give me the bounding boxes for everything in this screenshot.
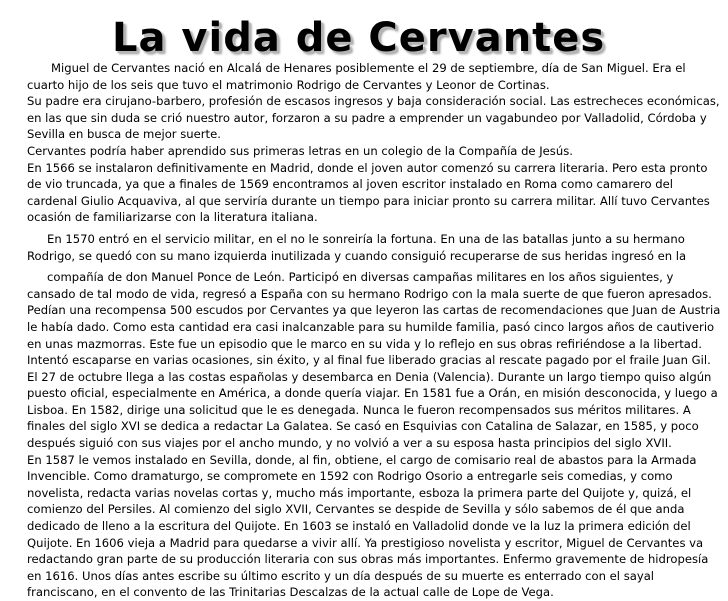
paragraph-captivity: compañía de don Manuel Ponce de León. Participó en diversas campañas militares en los años siguientes, y cansado de tal modo de vida, regresó a España con su hermano Rodrigo con la mala suerte de que fueron apresados. Pedían una recompensa 500 escudos por Cervantes ya que leyeron las cartas de recomendaciones que Juan de Austria le había dado. Como esta cantidad era casi inalcanzable para su humilde familia, pasó cinco largos años de cautiverio en unas mazmorras. Este fue un episodio que le marco en su vida y lo reflejo en sus obras refiriéndose a la libertad. Intentó escaparse en varias ocasiones, sin éxito, y al final fue liberado gracias al rescate pagado por el fraile Juan Gil. El 27 de octubre llega a las costas españolas y desembarca en Denia (Valencia). Durante un largo tiempo quiso algún puesto oficial, especialmente en América, a donde quería viajar. En 1581 fue a Orán, en misión desconocida, y luego a Lisboa. En 1582, dirige una solicitud que le es denegada. Nunca le fueron recompensados sus méritos militares. A finales del siglo XVI se dedica a redactar La Galatea. Se casó en Esquivias con Catalina de Salazar, en 1585, y poco después siguió con sus viajes por el ancho mundo, y no volvió a ver a su esposa hasta principios del siglo XVII. xyxy=(27,270,721,451)
paragraph-father: Su padre era cirujano-barbero, profesión de escasos ingresos y baja consideración social. Las estrecheces económicas, en las que sin duda se crió nuestro autor, forzaron a su padre a emprender un vagabundeo por Valladolid, Córdoba y Sevilla en busca de mejor suerte. xyxy=(27,94,720,142)
paragraph-education: Cervantes podría haber aprendido sus primeras letras en un colegio de la Compañía de Jesús. xyxy=(27,143,573,158)
paragraph-birth: Miguel de Cervantes nació en Alcalá de Henares posiblemente el 29 de septiembre, día de San Miguel. Era el cuarto hijo de los seis que tuvo el matrimonio Rodrigo de Cervantes y Leonor de Cortinas. xyxy=(27,61,686,92)
paragraph-military: En 1570 entró en el servicio militar, en el no le sonreiría la fortuna. En una de las batallas junto a su hermano Rodrigo, se quedó con su mano izquierda inutilizada y cuando consiguió recuperarse de sus heridas ingresó en la xyxy=(27,231,687,263)
paragraph-madrid-rome: En 1566 se instalaron definitivamente en Madrid, donde el joven autor comenzó su carrera literaria. Pero esta pronto de vio truncada, ya que a finales de 1569 encontramos al joven escritor instalado en Roma como camarero del cardenal Giulio Acquaviva, al que serviría durante un tiempo para iniciar pronto su carrera militar. Allí tuvo Cervantes ocasión de familiarizarse con la literatura italiana. xyxy=(27,160,710,225)
page-title: La vida de Cervantes xyxy=(112,15,606,61)
paragraph-sevilla: En 1587 le vemos instalado en Sevilla, donde, al fin, obtiene, el cargo de comisario real de abastos para la Armada Invencible. Como dramaturgo, se compromete en 1592 con Rodrigo Osorio a entregarle seis comedias, y como novelista, redacta varias novelas cortas y, mucho más importante, esboza la primera parte del Quijote y, quizá, el comienzo del Persiles. Al comienzo del siglo XVII, Cervantes se despide de Sevilla y sólo sabemos de él que anda dedicado de lleno a la escritura del Quijote. En 1603 se instaló en Valladolid donde ve la luz la primera edición del Quijote. En 1606 vieja a Madrid para quedarse a vivir allí. Ya prestigioso novelista y escritor, Miguel de Cervantes va redactando gran parte de su producción literaria con sus obras más importantes. Enfermo gravemente de hidropesía en 1616. Unos días antes escribe su último escrito y un día después de su muerte es enterrado con el sayal franciscano, en el convento de las Trinitarias Descalzas de la actual calle de Lope de Vega. xyxy=(27,452,709,600)
document-body xyxy=(27,60,721,601)
